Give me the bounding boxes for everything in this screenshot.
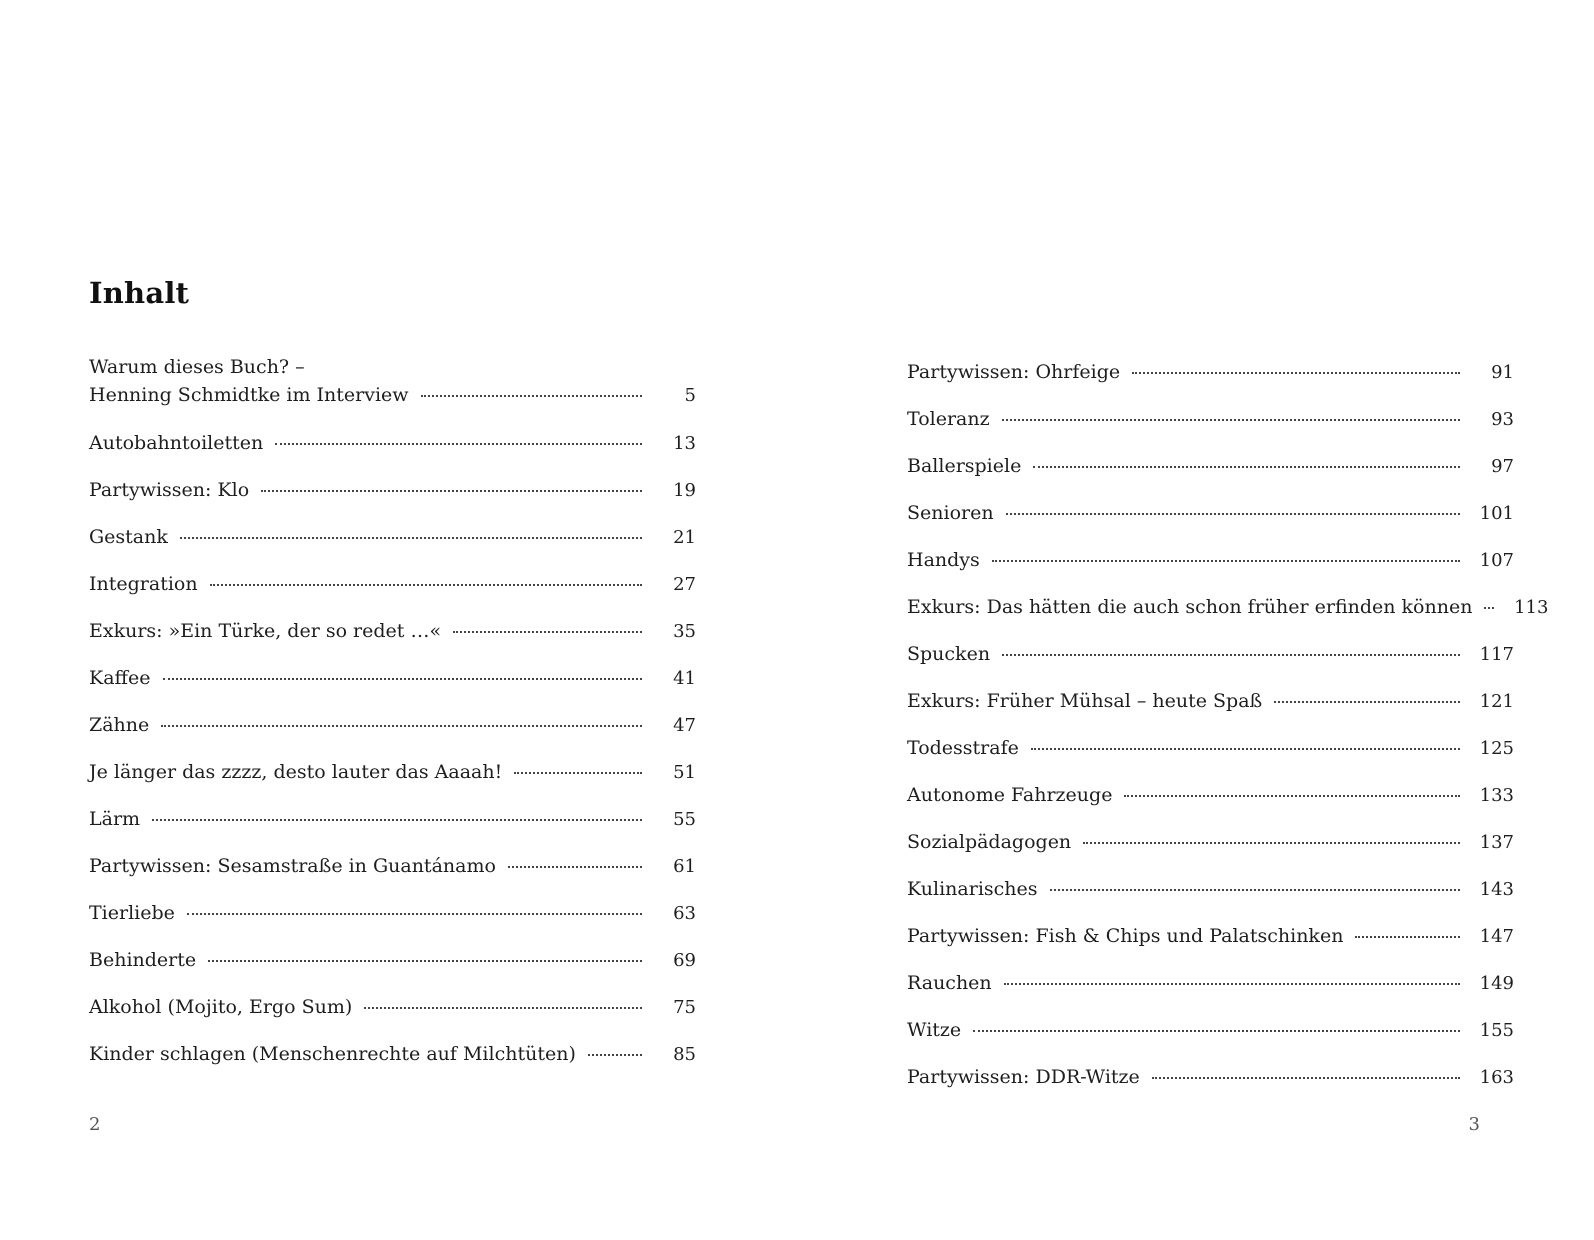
dot-leader	[1033, 466, 1460, 468]
toc-entry-page: 107	[1479, 550, 1514, 571]
toc-entry	[907, 593, 1549, 640]
toc-entry-page: 13	[673, 433, 696, 454]
toc-entry-title: Exkurs: »Ein Türke, der so redet …«	[89, 620, 442, 642]
toc-entry-title: Partywissen: DDR-Witze	[907, 1066, 1140, 1088]
toc-entry-page: 27	[673, 574, 696, 595]
toc-entry-page: 55	[673, 809, 696, 830]
toc-entry-title: Gestank	[89, 526, 168, 548]
toc-entry	[89, 523, 696, 570]
toc-list-left	[89, 353, 696, 1087]
toc-entry	[89, 946, 696, 993]
toc-entry	[89, 899, 696, 946]
toc-entry	[89, 429, 696, 476]
toc-entry	[907, 405, 1514, 452]
toc-entry-page: 125	[1479, 738, 1514, 759]
toc-entry-line	[89, 381, 696, 410]
dot-leader	[187, 913, 642, 915]
toc-entry-page: 163	[1479, 1067, 1514, 1088]
toc-entry-page: 91	[1491, 362, 1514, 383]
dot-leader	[1152, 1077, 1460, 1079]
toc-entry-page: 117	[1479, 644, 1514, 665]
toc-heading: Inhalt	[89, 276, 190, 310]
toc-entry-title: Witze	[907, 1019, 962, 1041]
dot-leader	[1002, 654, 1460, 656]
toc-entry-page: 19	[673, 480, 696, 501]
toc-entry-page: 137	[1479, 832, 1514, 853]
toc-entry	[907, 922, 1514, 969]
toc-entry	[89, 570, 696, 617]
toc-entry	[89, 758, 696, 805]
dot-leader	[1083, 842, 1460, 844]
dot-leader	[1006, 513, 1460, 515]
toc-entry-page: 147	[1479, 926, 1514, 947]
toc-entry-title: Zähne	[89, 714, 150, 736]
toc-entry-title: Kulinarisches	[907, 878, 1038, 900]
toc-entry	[89, 993, 696, 1040]
dot-leader	[152, 819, 642, 821]
toc-entry	[907, 781, 1514, 828]
toc-entry	[89, 353, 696, 429]
toc-entry	[907, 546, 1514, 593]
toc-entry-page: 69	[673, 950, 696, 971]
toc-entry	[89, 476, 696, 523]
toc-entry	[907, 358, 1514, 405]
toc-entry-page: 47	[673, 715, 696, 736]
toc-entry	[907, 1063, 1514, 1110]
toc-entry-title: Todesstrafe	[907, 737, 1019, 759]
dot-leader	[1132, 372, 1460, 374]
dot-leader	[210, 584, 642, 586]
toc-entry-page: 85	[673, 1044, 696, 1065]
toc-entry-page: 101	[1479, 503, 1514, 524]
toc-entry-title: Partywissen: Fish & Chips und Palatschinken	[907, 925, 1344, 947]
toc-entry-page: 155	[1479, 1020, 1514, 1041]
toc-entry	[907, 687, 1514, 734]
dot-leader	[1050, 889, 1460, 891]
toc-entry-page: 61	[673, 856, 696, 877]
dot-leader	[992, 560, 1460, 562]
toc-entry-title: Handys	[907, 549, 980, 571]
dot-leader	[1124, 795, 1460, 797]
toc-entry-title: Partywissen: Sesamstraße in Guantánamo	[89, 855, 496, 877]
dot-leader	[261, 490, 642, 492]
right-page	[797, 0, 1594, 1240]
toc-list-right	[907, 358, 1549, 1110]
dot-leader	[180, 537, 642, 539]
toc-entry	[89, 711, 696, 758]
toc-entry-title: Exkurs: Früher Mühsal – heute Spaß	[907, 690, 1263, 712]
toc-entry	[89, 805, 696, 852]
page-number-right: 3	[1468, 1114, 1480, 1135]
dot-leader	[275, 443, 642, 445]
toc-entry-title: Warum dieses Buch? –	[89, 356, 305, 378]
dot-leader	[1484, 607, 1494, 609]
toc-entry-page: 113	[1514, 597, 1549, 618]
toc-entry	[907, 734, 1514, 781]
toc-entry-title: Autobahntoiletten	[89, 432, 264, 454]
toc-entry-title: Tierliebe	[89, 902, 175, 924]
toc-entry	[907, 1016, 1514, 1063]
page-number-left: 2	[89, 1114, 101, 1135]
dot-leader	[161, 725, 642, 727]
toc-entry-title: Henning Schmidtke im Interview	[89, 384, 409, 406]
toc-entry	[907, 640, 1514, 687]
toc-entry-title-block	[89, 353, 696, 410]
toc-entry-title: Alkohol (Mojito, Ergo Sum)	[89, 996, 353, 1018]
toc-entry-title: Behinderte	[89, 949, 197, 971]
toc-entry-title: Autonome Fahrzeuge	[907, 784, 1113, 806]
dot-leader	[1274, 701, 1460, 703]
toc-entry-page: 143	[1479, 879, 1514, 900]
toc-entry-title: Je länger das zzzz, desto lauter das Aaaah!	[89, 761, 503, 783]
toc-entry-page: 63	[673, 903, 696, 924]
toc-entry-title: Ballerspiele	[907, 455, 1022, 477]
toc-entry	[89, 1040, 696, 1087]
toc-entry-title: Exkurs: Das hätten die auch schon früher erfinden können	[907, 596, 1473, 618]
toc-entry-page: 97	[1491, 456, 1514, 477]
toc-entry	[89, 852, 696, 899]
toc-entry-page: 75	[673, 997, 696, 1018]
toc-entry-page: 51	[673, 762, 696, 783]
dot-leader	[1004, 983, 1460, 985]
toc-entry-title: Partywissen: Ohrfeige	[907, 361, 1121, 383]
toc-entry	[89, 617, 696, 664]
toc-entry-page: 133	[1479, 785, 1514, 806]
toc-entry-page: 5	[684, 385, 696, 406]
dot-leader	[973, 1030, 1460, 1032]
dot-leader	[514, 772, 642, 774]
toc-entry-title: Toleranz	[907, 408, 990, 430]
toc-entry	[907, 969, 1514, 1016]
dot-leader	[364, 1007, 642, 1009]
toc-entry-page: 35	[673, 621, 696, 642]
toc-entry-title: Integration	[89, 573, 198, 595]
toc-entry	[907, 828, 1514, 875]
toc-entry-title: Kaffee	[89, 667, 151, 689]
toc-entry-page: 149	[1479, 973, 1514, 994]
toc-entry-title: Partywissen: Klo	[89, 479, 250, 501]
dot-leader	[163, 678, 642, 680]
toc-entry-page: 121	[1479, 691, 1514, 712]
dot-leader	[588, 1054, 642, 1056]
toc-entry-page: 93	[1491, 409, 1514, 430]
toc-entry-title: Spucken	[907, 643, 991, 665]
toc-entry	[907, 452, 1514, 499]
toc-entry-title: Sozialpädagogen	[907, 831, 1072, 853]
toc-entry-title: Rauchen	[907, 972, 992, 994]
toc-entry	[89, 664, 696, 711]
dot-leader	[508, 866, 642, 868]
toc-entry-title: Senioren	[907, 502, 994, 524]
dot-leader	[453, 631, 642, 633]
dot-leader	[421, 395, 642, 397]
toc-entry-title: Lärm	[89, 808, 141, 830]
dot-leader	[1002, 419, 1460, 421]
toc-entry	[907, 875, 1514, 922]
dot-leader	[208, 960, 642, 962]
toc-entry-page: 21	[673, 527, 696, 548]
toc-entry-title: Kinder schlagen (Menschenrechte auf Milchtüten)	[89, 1043, 576, 1065]
dot-leader	[1031, 748, 1460, 750]
toc-entry-page: 41	[673, 668, 696, 689]
toc-entry	[907, 499, 1514, 546]
dot-leader	[1355, 936, 1460, 938]
